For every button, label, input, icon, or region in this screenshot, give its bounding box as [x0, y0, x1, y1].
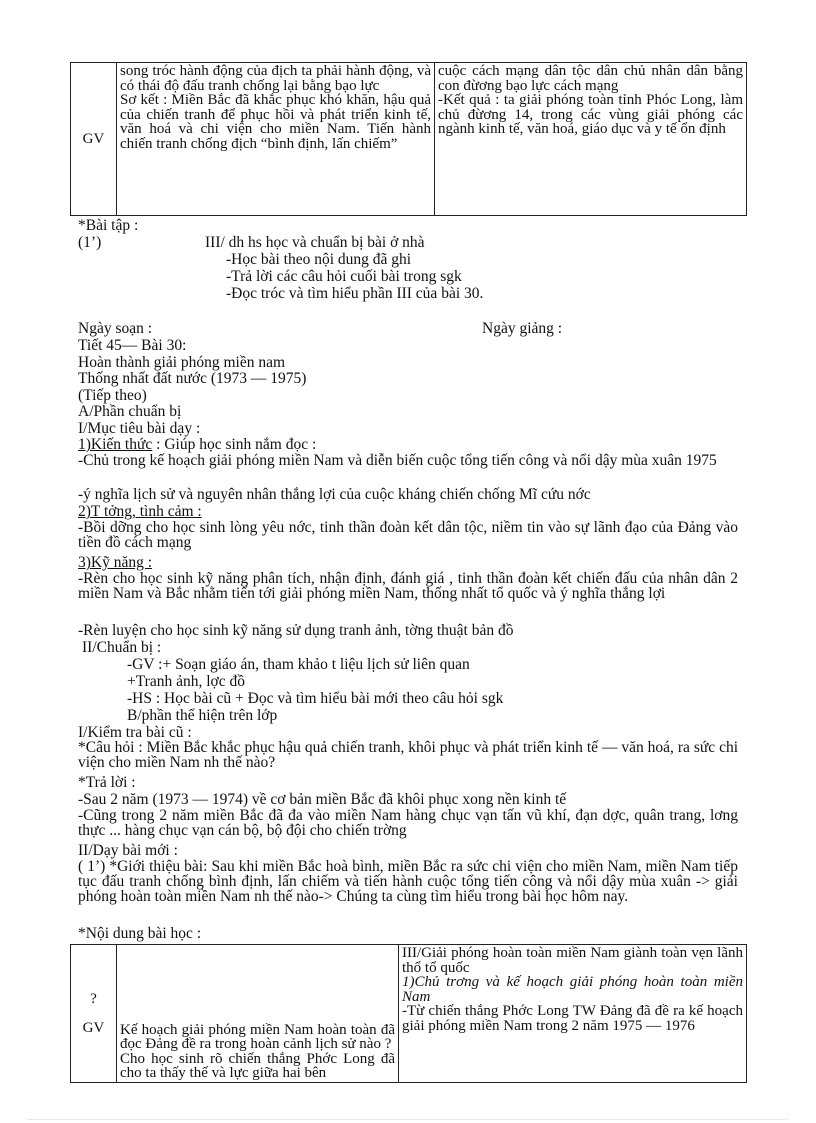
- review-question: *Câu hỏi : Miền Bắc khắc phục hậu quả chiến tranh, khôi phục và phát triển kinh tế — văn hoá, ra sức chi viện cho miền Nam nh thế nào?: [78, 739, 738, 771]
- lesson-title-line-1: Hoàn thành giải phóng miền nam: [78, 354, 286, 371]
- prep-date: Ngày soạn :: [78, 320, 153, 337]
- lesson-title-line-2: Thống nhất đất nước (1973 — 1975): [78, 370, 307, 387]
- part-a-heading: A/Phần chuẩn bị: [78, 403, 182, 420]
- table-row: [71, 63, 747, 216]
- prep-heading: II/Chuẩn bị :: [82, 639, 162, 656]
- objectives-heading: I/Mục tiêu bài dạy :: [78, 420, 201, 437]
- skills-heading: 3)Kỹ năng :: [78, 554, 153, 571]
- role-cell: ? GV: [71, 945, 117, 1083]
- page-footer-divider: [28, 1119, 788, 1120]
- homework-heading: *Bài tập :: [78, 217, 139, 234]
- section-heading: III/Giải phóng hoàn toàn miền Nam giành toàn vẹn lãnh thổ tổ quốc: [402, 945, 743, 976]
- role-cell: GV: [71, 63, 117, 216]
- attitude-heading: 2)T tởng, tình cảm :: [78, 503, 202, 520]
- answer-item: -Cũng trong 2 năm miền Bắc đã đa vào miền Nam hàng chục vạn tấn vũ khí, đạn dợc, quân trang, lơng thực ... hàng chục vạn cán bộ, bộ đội cho chiến trờng: [78, 807, 738, 839]
- content-heading: *Nội dung bài học :: [78, 925, 202, 942]
- knowledge-item: -Chủ trong kế hoạch giải phóng miền Nam và diễn biến cuộc tổng tiến công và nổi dậy mùa xuân 1975: [78, 452, 717, 469]
- homework-item: -Đọc tróc và tìm hiểu phần III của bài 30.: [226, 285, 484, 302]
- new-lesson-heading: II/Dạy bài mới :: [78, 842, 178, 859]
- homework-title: III/ dh hs học và chuẩn bị bài ở nhà: [205, 234, 425, 251]
- knowledge-item: -ý nghĩa lịch sử và nguyên nhân thắng lợi của cuộc kháng chiến chống Mĩ cứu nớc: [78, 486, 591, 503]
- prep-teacher: -GV :+ Soạn giáo án, tham khảo t liệu lịch sử liên quan: [127, 656, 470, 673]
- homework-item: -Học bài theo nội dung đã ghi: [226, 251, 412, 268]
- lesson-table-top: [70, 62, 747, 216]
- content-cell: cuộc cách mạng dân tộc dân chủ nhân dân bằng con đừơng bạo lực cách mạng -Kết quả : ta giải phóng toàn tỉnh Phóc Long, làm chủ đừơng 14, trong các vùng giải phóng các ngành kinh tế, văn hoá, giáo dục và y tế ổn định: [435, 63, 747, 216]
- homework-time: (1’): [78, 234, 102, 251]
- answer-heading: *Trả lời :: [78, 774, 136, 791]
- content-text: -Từ chiến thắng Phớc Long TW Đảng đã đề ra kế hoạch giải phóng miền Nam trong 2 năm 1975 — 1976: [402, 1003, 743, 1034]
- lesson-introduction: ( 1’) *Giới thiệu bài: Sau khi miền Bắc hoà bình, miền Bắc ra sức chi viện cho miền Nam, miền Nam tiếp tục đấu tranh chống bình định, lấn chiếm và tiến hành cuộc tổng tiến công và nổi dậy mùa xuân -> giải phóng hoàn toàn miền Nam nh thế nào-> Chúng ta cùng tìm hiểu trong bài học hôm nay.: [78, 858, 738, 905]
- knowledge-label: 1)Kiến thức: [78, 436, 153, 453]
- knowledge-heading: [78, 437, 316, 453]
- prep-teacher-materials: +Tranh ảnh, lợc đồ: [127, 673, 245, 690]
- teacher-activity-cell: Kế hoạch giải phóng miền Nam hoàn toàn đã đọc Đảng đề ra trong hoàn cảnh lịch sử nào ? Cho học sinh rõ chiến thắng Phớc Long đã cho ta thấy thế và lực giữa hai bên: [117, 945, 399, 1083]
- prep-student: -HS : Học bài cũ + Đọc và tìm hiểu bài mới theo câu hỏi sgk: [127, 690, 504, 707]
- table-row: [71, 945, 747, 1083]
- subsection-heading: 1)Chủ trơng và kế hoạch giải phóng hoàn toàn miền Nam: [402, 974, 743, 1005]
- content-cell: [399, 945, 747, 1083]
- teach-date: Ngày giảng :: [482, 320, 563, 337]
- continued-label: (Tiếp theo): [78, 387, 147, 404]
- check-old-heading: I/Kiểm tra bài cũ :: [78, 724, 192, 741]
- lesson-table-bottom: [70, 944, 747, 1083]
- knowledge-intro: : Giúp học sinh nắm đọc :: [152, 436, 317, 453]
- skills-item: -Rèn cho học sinh kỹ năng phân tích, nhận định, đánh giá , tinh thần đoàn kết chiến đấu của nhân dân 2 miền Nam và Bắc nhằm tiến tới giải phóng miền Nam, thống nhất tổ quốc và ý nghĩa thắng lợi: [78, 570, 738, 602]
- answer-item: -Sau 2 năm (1973 — 1974) về cơ bản miền Bắc đã khôi phục xong nền kinh tế: [78, 791, 567, 808]
- attitude-item: -Bồi dỡng cho học sinh lòng yêu nớc, tinh thần đoàn kết dân tộc, niềm tin vào sự lãnh đạo của Đảng vào tiền đồ cách mạng: [78, 519, 738, 551]
- skills-item: -Rèn luyện cho học sinh kỹ năng sử dụng tranh ảnh, tờng thuật bản đồ: [78, 622, 514, 639]
- part-b-heading: B/phần thể hiện trên lớp: [127, 707, 278, 724]
- homework-item: -Trả lời các câu hỏi cuối bài trong sgk: [226, 268, 462, 285]
- lesson-number: Tiết 45— Bài 30:: [78, 337, 187, 354]
- teacher-activity-cell: song tróc hành động của địch ta phải hành động, và có thái độ đấu tranh chống lại bằng bạo lực Sơ kết : Miền Bắc đã khắc phục khó khăn, hậu quả của chiến tranh để phục hồi và phát triển kinh tế, văn hoá và chi viện cho miền Nam. Tiến hành chiến tranh chống địch “bình định, lấn chiếm”: [117, 63, 435, 216]
